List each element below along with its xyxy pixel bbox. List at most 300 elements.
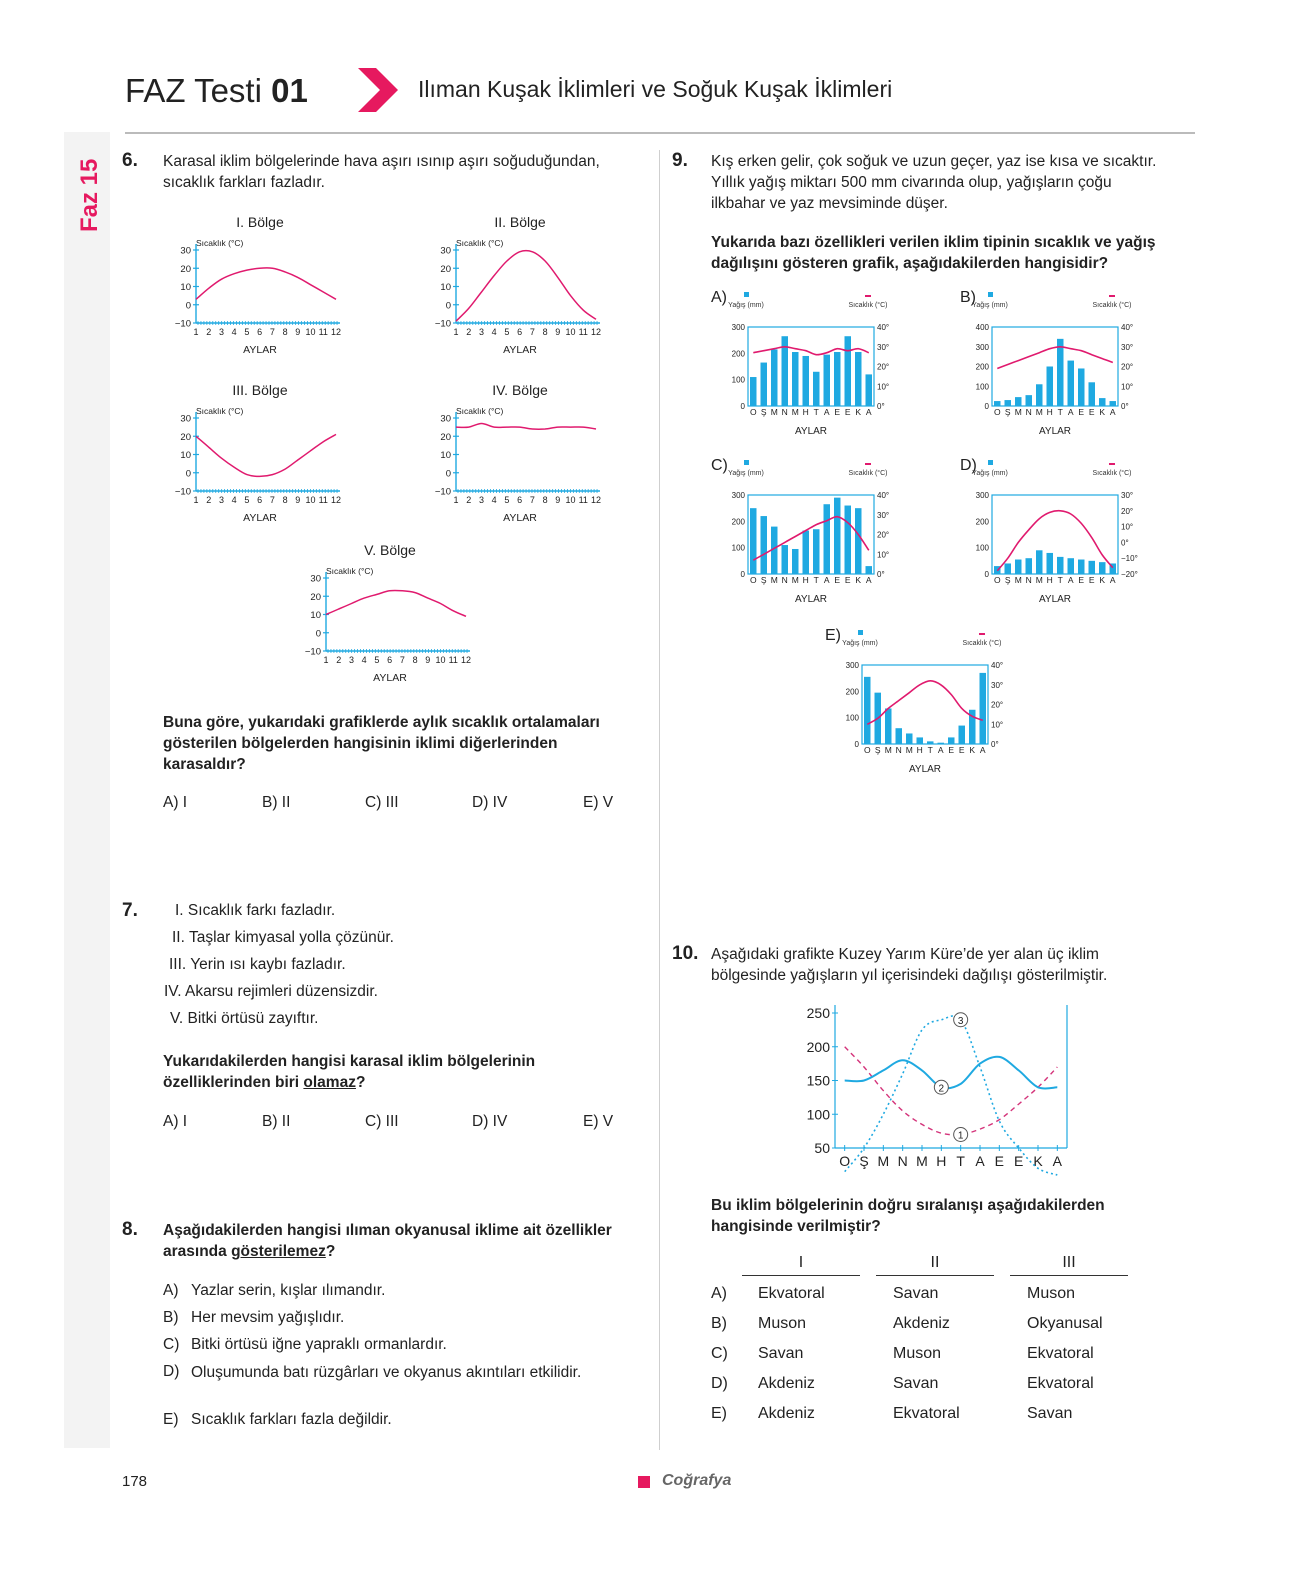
y-tick-label: 30 <box>440 413 451 425</box>
y-tick-label: 250 <box>806 1005 830 1021</box>
month-label: E <box>1088 575 1095 585</box>
q10-option-c3: Ekvatoral <box>1027 1375 1094 1392</box>
precip-bar <box>1078 560 1085 574</box>
x-axis-label: AYLAR <box>373 672 407 684</box>
month-label: E <box>834 575 841 585</box>
precip-bar <box>1068 361 1075 406</box>
x-axis-label: AYLAR <box>503 512 537 524</box>
q10-col-header-2: II <box>930 1254 940 1271</box>
month-label: E <box>1088 407 1095 417</box>
y-axis-label: Sıcaklık (°C) <box>456 238 504 248</box>
month-label: M <box>1035 575 1043 585</box>
x-tick-label: 11 <box>318 495 328 505</box>
left-tick-label: 100 <box>731 375 745 385</box>
y-tick-label: 100 <box>806 1106 830 1123</box>
q7-option-e[interactable]: E) V <box>583 1113 614 1130</box>
q8-option-e[interactable]: Sıcaklık farkları fazla değildir. <box>191 1411 392 1428</box>
month-label: N <box>781 407 788 417</box>
x-axis-label: AYLAR <box>243 344 277 356</box>
precip-bar <box>845 336 852 406</box>
right-tick-label: 30° <box>1121 491 1134 500</box>
q8-option-b-letter[interactable]: B) <box>163 1309 179 1326</box>
right-tick-label: 30° <box>1121 342 1134 352</box>
precip-bar <box>1057 557 1064 574</box>
precip-bar <box>1005 400 1012 406</box>
precip-bar <box>750 377 757 406</box>
month-label: E <box>994 1153 1005 1169</box>
y-tick-label: 20 <box>440 431 451 443</box>
precip-bar <box>824 355 831 406</box>
chart-climate-d <box>962 458 1152 613</box>
precip-bar <box>1047 367 1054 407</box>
left-tick-label: 100 <box>731 543 745 553</box>
q10-option-letter[interactable]: C) <box>711 1345 728 1362</box>
q10-option-row[interactable] <box>711 1339 1161 1369</box>
month-label: O <box>863 745 871 755</box>
month-label: K <box>1099 407 1106 417</box>
q6-option-e[interactable]: E) V <box>583 794 614 811</box>
q10-option-letter[interactable]: B) <box>711 1315 727 1332</box>
y-tick-label: 30 <box>310 573 321 585</box>
q10-option-c1: Akdeniz <box>758 1405 815 1422</box>
month-label: A <box>1052 1153 1063 1169</box>
chart-climate-c <box>718 458 908 613</box>
x-tick-label: 1 <box>193 495 199 505</box>
precip-bar <box>813 529 820 574</box>
month-label: M <box>1014 575 1022 585</box>
q10-option-row[interactable] <box>711 1399 1161 1429</box>
q8-question-emphasis: gösterilemez <box>231 1243 326 1260</box>
precip-bar <box>813 372 820 406</box>
left-tick-label: 100 <box>975 382 989 392</box>
q8-question <box>163 1220 618 1262</box>
precip-bar <box>1099 398 1106 406</box>
x-tick-label: 9 <box>295 327 301 337</box>
y-tick-label: 0 <box>315 628 321 640</box>
q10-option-c1: Ekvatoral <box>758 1285 825 1302</box>
right-tick-label: 10° <box>1121 382 1134 392</box>
page-number: 178 <box>122 1473 148 1490</box>
month-label: O <box>993 575 1001 585</box>
month-label: Ş <box>1004 407 1011 417</box>
month-label: Ş <box>859 1153 869 1169</box>
month-label: M <box>877 1153 890 1169</box>
precip-legend-label: Yağış (mm) <box>972 302 1008 309</box>
x-tick-label: 12 <box>330 495 342 505</box>
month-label: M <box>791 407 799 417</box>
q6-option-b[interactable]: B) II <box>262 794 291 811</box>
month-label: O <box>749 407 757 417</box>
x-tick-label: 6 <box>257 495 263 505</box>
month-label: A <box>1109 575 1116 585</box>
y-axis-label: Sıcaklık (°C) <box>326 566 374 576</box>
y-tick-label: 30 <box>180 245 191 257</box>
month-label: E <box>834 407 841 417</box>
x-axis-label: AYLAR <box>243 512 277 524</box>
x-tick-label: 12 <box>590 495 602 505</box>
x-tick-label: 8 <box>282 495 288 505</box>
q7-number: 7. <box>122 900 138 921</box>
chart-bolge1 <box>160 210 360 360</box>
precip-legend-swatch <box>744 460 749 465</box>
left-tick-label: 300 <box>845 661 859 670</box>
precip-series-3 <box>845 1016 1058 1175</box>
q9-text: Kış erken gelir, çok soğuk ve uzun geçer, yaz ise kısa ve sıcaktır. Yıllık yağış miktarı 500 mm civarında olup, yağışların çoğu ilkbahar ve yaz mevsiminde düşer. <box>711 153 1157 212</box>
month-label: K <box>1033 1153 1043 1169</box>
month-label: E <box>1078 407 1085 417</box>
left-tick-label: 200 <box>975 517 989 527</box>
q8-option-b[interactable]: Her mevsim yağışlıdır. <box>191 1309 345 1326</box>
y-tick-label: 10 <box>310 610 321 621</box>
q8-option-c[interactable]: Bitki örtüsü iğne yapraklı ormanlardır. <box>191 1336 447 1353</box>
right-tick-label: 40° <box>877 323 890 332</box>
left-tick-label: 0 <box>984 402 989 411</box>
month-label: T <box>1057 407 1063 417</box>
month-label: M <box>1035 407 1043 417</box>
q10-option-letter[interactable]: E) <box>711 1405 727 1422</box>
month-label: O <box>993 407 1001 417</box>
precip-bar <box>885 708 892 744</box>
temperature-line <box>326 590 466 616</box>
y-tick-label: 0 <box>185 300 191 312</box>
q7-option-d[interactable]: D) IV <box>472 1113 508 1130</box>
x-tick-label: 2 <box>206 495 212 505</box>
precip-legend-label: Yağış (mm) <box>842 640 878 647</box>
precip-bar <box>866 374 873 406</box>
q7-statement-4: IV. Akarsu rejimleri düzensizdir. <box>164 983 378 1000</box>
precip-bar <box>1026 395 1033 406</box>
precip-bar <box>792 352 799 406</box>
precip-bar <box>927 741 934 744</box>
month-label: M <box>791 575 799 585</box>
month-label: T <box>813 575 819 585</box>
precip-bar <box>803 356 810 406</box>
month-label: H <box>916 745 923 755</box>
month-label: A <box>823 575 830 585</box>
right-tick-label: 10° <box>877 550 890 560</box>
y-tick-label: 20 <box>180 263 191 275</box>
q8-option-c-letter[interactable]: C) <box>163 1336 180 1353</box>
title-prefix: FAZ Testi <box>125 72 262 109</box>
series-label-2: 2 <box>938 1083 945 1095</box>
month-label: H <box>802 407 809 417</box>
precip-legend-swatch <box>744 292 749 297</box>
precip-bar <box>782 545 789 574</box>
q10-option-letter[interactable]: A) <box>711 1285 727 1302</box>
x-tick-label: 5 <box>504 327 510 337</box>
month-label: M <box>884 745 892 755</box>
temp-legend-label: Sıcaklık (°C) <box>1092 470 1132 477</box>
precip-legend-label: Yağış (mm) <box>972 470 1008 477</box>
x-tick-label: 10 <box>305 495 316 505</box>
x-axis-label: AYLAR <box>794 594 828 605</box>
square-bullet-icon <box>638 1476 650 1488</box>
month-label: N <box>1025 407 1032 417</box>
q6-text: Karasal iklim bölgelerinde hava aşırı ısınıp aşırı soğuduğundan, sıcaklık farkları fazladır. <box>163 153 600 191</box>
x-tick-label: 9 <box>295 495 301 505</box>
chart-bolge5 <box>290 538 490 688</box>
precip-bar <box>750 508 757 574</box>
left-tick-label: 100 <box>845 713 859 723</box>
month-label: M <box>916 1153 928 1169</box>
y-axis-label: Sıcaklık (°C) <box>196 238 244 248</box>
precip-legend-swatch <box>988 292 993 297</box>
q6-option-d[interactable]: D) IV <box>472 794 508 811</box>
q7-statement-5: V. Bitki örtüsü zayıftır. <box>170 1010 319 1027</box>
precip-bar <box>866 566 873 574</box>
x-axis-label: AYLAR <box>1038 594 1072 605</box>
right-tick-label: 0° <box>991 740 999 749</box>
side-strip <box>64 132 110 1448</box>
left-tick-label: 0 <box>740 570 745 579</box>
right-tick-label: 0° <box>1121 402 1129 411</box>
right-tick-label: 30° <box>877 342 890 352</box>
x-tick-label: 6 <box>517 495 523 505</box>
series-label-1: 1 <box>957 1130 964 1142</box>
precip-bar <box>896 728 903 744</box>
q7-option-b[interactable]: B) II <box>262 1113 291 1130</box>
month-label: E <box>958 745 965 755</box>
y-tick-label: 10 <box>440 450 451 461</box>
x-tick-label: 11 <box>448 655 458 665</box>
precip-legend-label: Yağış (mm) <box>728 302 764 309</box>
q10-question: Bu iklim bölgelerinin doğru sıralanışı aşağıdakilerden hangisinde verilmiştir? <box>711 1197 1105 1235</box>
q8-option-d-letter[interactable]: D) <box>163 1363 180 1380</box>
left-tick-label: 0 <box>740 402 745 411</box>
q10-option-c2: Muson <box>893 1345 942 1362</box>
chart-title: V. Bölge <box>364 542 416 558</box>
month-label: Ş <box>874 745 881 755</box>
month-label: A <box>975 1153 985 1169</box>
month-label: N <box>897 1153 908 1169</box>
chart-title: III. Bölge <box>232 382 288 398</box>
month-label: E <box>844 575 851 585</box>
x-tick-label: 2 <box>206 327 212 337</box>
q8-option-a-letter[interactable]: A) <box>163 1282 179 1299</box>
chart-title: IV. Bölge <box>492 382 548 398</box>
precip-bar <box>1036 384 1043 406</box>
left-tick-label: 200 <box>975 362 989 372</box>
q10-option-c3: Muson <box>1027 1285 1076 1302</box>
y-tick-label: 0 <box>445 300 451 312</box>
precip-series-2 <box>845 1057 1058 1089</box>
x-axis-label: AYLAR <box>1038 426 1072 437</box>
temp-legend-label: Sıcaklık (°C) <box>1092 302 1132 309</box>
q9-question: Yukarıda bazı özellikleri verilen iklim tipinin sıcaklık ve yağış dağılışını gösteren grafik, aşağıdakilerden hangisidir? <box>711 234 1156 272</box>
left-tick-label: 300 <box>975 491 989 500</box>
footer-subject: Coğrafya <box>662 1472 732 1489</box>
precip-bar <box>906 733 913 744</box>
q10-option-c2: Savan <box>893 1375 939 1392</box>
x-tick-label: 4 <box>491 495 497 505</box>
precip-bar <box>1005 563 1012 574</box>
precip-bar <box>761 516 768 574</box>
left-tick-label: 200 <box>731 349 745 359</box>
y-tick-label: 10 <box>440 282 451 293</box>
header-divider <box>125 132 1195 134</box>
chevron-right-icon <box>358 66 400 114</box>
q8-option-d[interactable]: Oluşumunda batı rüzgârları ve okyanus akıntıları etkilidir. <box>191 1364 582 1381</box>
x-tick-label: 2 <box>466 495 472 505</box>
precip-bar <box>1078 368 1085 406</box>
x-tick-label: 5 <box>244 495 250 505</box>
q10-option-row[interactable] <box>711 1279 1161 1309</box>
x-tick-label: 7 <box>529 327 535 337</box>
right-tick-label: 20° <box>877 530 890 540</box>
q10-option-c1: Akdeniz <box>758 1375 815 1392</box>
month-label: A <box>823 407 830 417</box>
month-label: A <box>1067 407 1074 417</box>
q9-option-b[interactable]: B) <box>960 289 976 306</box>
right-tick-label: 20° <box>877 362 890 372</box>
temperature-line <box>753 517 869 561</box>
q7-question-pre: Yukarıdakilerden hangisi karasal iklim bölgelerinin özelliklerinden biri <box>163 1053 536 1091</box>
month-label: O <box>749 575 757 585</box>
q10-option-c1: Muson <box>758 1315 807 1332</box>
plot-frame <box>992 327 1118 406</box>
temperature-line <box>753 347 869 355</box>
x-tick-label: 4 <box>231 495 237 505</box>
right-tick-label: 20° <box>991 700 1004 710</box>
precip-bar <box>938 743 945 744</box>
q10-col-header-1: I <box>798 1254 804 1271</box>
right-tick-label: 30° <box>991 680 1004 690</box>
q10-col-rule-1 <box>742 1275 860 1276</box>
month-label: E <box>844 407 851 417</box>
precip-bar <box>1110 401 1117 406</box>
y-tick-label: 0 <box>445 468 451 480</box>
y-tick-label: 30 <box>440 245 451 257</box>
q10-option-c2: Akdeniz <box>893 1315 950 1332</box>
precip-legend-label: Yağış (mm) <box>728 470 764 477</box>
page-subtitle: Ilıman Kuşak İklimleri ve Soğuk Kuşak İklimleri <box>418 76 893 102</box>
precip-bar <box>824 504 831 574</box>
x-tick-label: 7 <box>269 495 275 505</box>
q9-option-e[interactable]: E) <box>825 627 841 644</box>
month-label: A <box>1067 575 1074 585</box>
left-tick-label: 200 <box>731 517 745 527</box>
month-label: H <box>802 575 809 585</box>
q8-number: 8. <box>122 1219 138 1240</box>
precip-bar <box>855 508 862 574</box>
month-label: E <box>1013 1153 1024 1169</box>
q8-option-e-letter[interactable]: E) <box>163 1411 179 1428</box>
precip-bar <box>834 498 841 574</box>
right-tick-label: 20° <box>1121 506 1134 516</box>
month-label: A <box>865 575 872 585</box>
x-tick-label: 9 <box>555 495 561 505</box>
precip-bar <box>761 363 768 406</box>
x-tick-label: 3 <box>348 655 354 665</box>
column-divider <box>659 150 660 1450</box>
series-label-3: 3 <box>957 1015 964 1027</box>
q10-options-table <box>711 1279 1161 1429</box>
q10-option-c3: Savan <box>1027 1405 1073 1422</box>
precip-bar <box>855 352 862 406</box>
left-tick-label: 0 <box>984 570 989 579</box>
right-tick-label: 0° <box>1121 538 1129 548</box>
temp-legend-label: Sıcaklık (°C) <box>848 302 888 309</box>
month-label: H <box>1046 407 1053 417</box>
x-tick-label: 7 <box>269 327 275 337</box>
x-tick-label: 4 <box>231 327 237 337</box>
x-tick-label: 8 <box>542 495 548 505</box>
temperature-line <box>997 347 1113 369</box>
q7-question-post: ? <box>355 1074 366 1091</box>
x-tick-label: 2 <box>336 655 342 665</box>
precip-bar <box>845 506 852 574</box>
x-tick-label: 10 <box>435 655 446 665</box>
q10-option-row[interactable] <box>711 1369 1161 1399</box>
q6-option-c[interactable]: C) III <box>365 794 399 811</box>
y-tick-label: −10 <box>434 486 451 498</box>
page-title <box>125 72 308 110</box>
x-tick-label: 3 <box>218 495 224 505</box>
y-axis-label: Sıcaklık (°C) <box>196 406 244 416</box>
left-tick-label: 100 <box>975 543 989 553</box>
x-axis-label: AYLAR <box>908 764 942 775</box>
month-label: M <box>770 575 778 585</box>
q8-option-a[interactable]: Yazlar serin, kışlar ılımandır. <box>191 1282 386 1299</box>
right-tick-label: 10° <box>991 720 1004 730</box>
x-tick-label: 9 <box>555 327 561 337</box>
x-tick-label: 11 <box>578 495 588 505</box>
month-label: M <box>1014 407 1022 417</box>
x-tick-label: 9 <box>425 655 431 665</box>
x-tick-label: 3 <box>218 327 224 337</box>
q10-option-row[interactable] <box>711 1309 1161 1339</box>
q9-option-c[interactable]: C) <box>711 457 728 474</box>
x-tick-label: 5 <box>244 327 250 337</box>
q7-option-a[interactable]: A) I <box>163 1113 188 1130</box>
q10-option-letter[interactable]: D) <box>711 1375 728 1392</box>
q6-option-a[interactable]: A) I <box>163 794 188 811</box>
month-label: E <box>948 745 955 755</box>
q7-option-c[interactable]: C) III <box>365 1113 399 1130</box>
chart-climate-b <box>962 290 1152 445</box>
q7-question <box>163 1051 618 1093</box>
right-tick-label: 40° <box>991 661 1004 670</box>
x-tick-label: 1 <box>193 327 199 337</box>
x-tick-label: 6 <box>257 327 263 337</box>
month-label: A <box>937 745 944 755</box>
precip-legend-swatch <box>858 630 863 635</box>
x-tick-label: 4 <box>491 327 497 337</box>
precip-legend-swatch <box>988 460 993 465</box>
x-tick-label: 12 <box>460 655 472 665</box>
month-label: K <box>1099 575 1106 585</box>
left-tick-label: 200 <box>845 687 859 697</box>
q9-option-d[interactable]: D) <box>960 457 977 474</box>
month-label: N <box>895 745 902 755</box>
y-tick-label: 20 <box>310 591 321 603</box>
precip-bar <box>1068 558 1075 574</box>
precip-bar <box>1015 560 1022 574</box>
q10-option-c2: Savan <box>893 1285 939 1302</box>
sidebar-label <box>64 132 110 252</box>
month-label: Ş <box>760 407 767 417</box>
q7-statement-1: I. Sıcaklık farkı fazladır. <box>175 902 336 919</box>
chart-bolge2 <box>420 210 620 360</box>
month-label: M <box>770 407 778 417</box>
title-number: 01 <box>271 72 308 109</box>
q9-option-a[interactable]: A) <box>711 289 727 306</box>
precip-bar <box>792 549 799 574</box>
q10-option-c2: Ekvatoral <box>893 1405 960 1422</box>
month-label: Ş <box>1004 575 1011 585</box>
precip-bar <box>1057 339 1064 406</box>
right-tick-label: 30° <box>877 510 890 520</box>
